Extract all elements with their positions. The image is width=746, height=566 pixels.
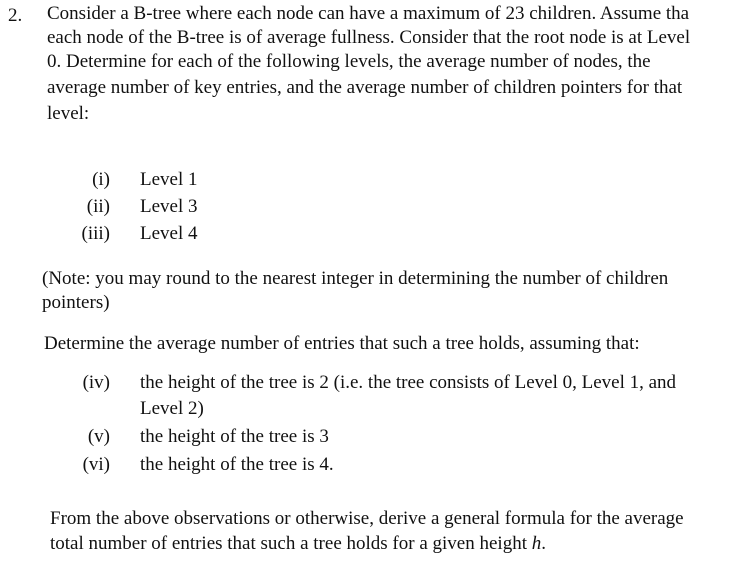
final-line-prefix: total number of entries that such a tree holds for a given height: [50, 533, 532, 554]
part-vi: [60, 451, 110, 478]
note-line: (Note: you may round to the nearest integer in determining the number of children: [42, 268, 669, 289]
part-ii: [60, 193, 110, 220]
part-text: Level 1: [140, 169, 198, 190]
part-label: (iv): [82, 372, 110, 393]
final-line: [50, 530, 546, 557]
intro-line: level:: [47, 103, 90, 124]
part-label: (i): [92, 169, 110, 190]
part-v: [60, 423, 110, 450]
part-text: the height of the tree is 2 (i.e. the tree consists of Level 0, Level 1, and: [140, 372, 677, 393]
part-text: the height of the tree is 3: [140, 426, 329, 447]
intro-line: each node of the B-tree is of average fullness. Consider that the root node is at Level: [47, 27, 691, 48]
intro-line: 0. Determine for each of the following levels, the average number of nodes, the: [47, 51, 651, 72]
part-i: [60, 166, 110, 193]
part-label: (iii): [81, 223, 110, 244]
final-line: From the above observations or otherwise, derive a general formula for the average: [50, 508, 684, 529]
part-text: Level 2): [140, 398, 204, 419]
part-text: Level 4: [140, 223, 198, 244]
intro-line: average number of key entries, and the average number of children pointers for that: [47, 77, 683, 98]
intro-line: Consider a B-tree where each node can have a maximum of 23 children. Assume tha: [47, 3, 690, 24]
part-label: (vi): [82, 454, 110, 475]
part-iii: [60, 220, 110, 247]
final-line-suffix: .: [541, 533, 546, 554]
part-text: the height of the tree is 4.: [140, 454, 334, 475]
part-iv: [60, 369, 110, 396]
part-text: Level 3: [140, 196, 198, 217]
note-line: pointers): [42, 292, 110, 313]
part-label: (v): [87, 426, 110, 447]
determine-line: Determine the average number of entries that such a tree holds, assuming that:: [44, 333, 640, 354]
question-number: 2.: [8, 5, 23, 26]
part-label: (ii): [86, 196, 110, 217]
height-variable: h: [531, 533, 542, 554]
